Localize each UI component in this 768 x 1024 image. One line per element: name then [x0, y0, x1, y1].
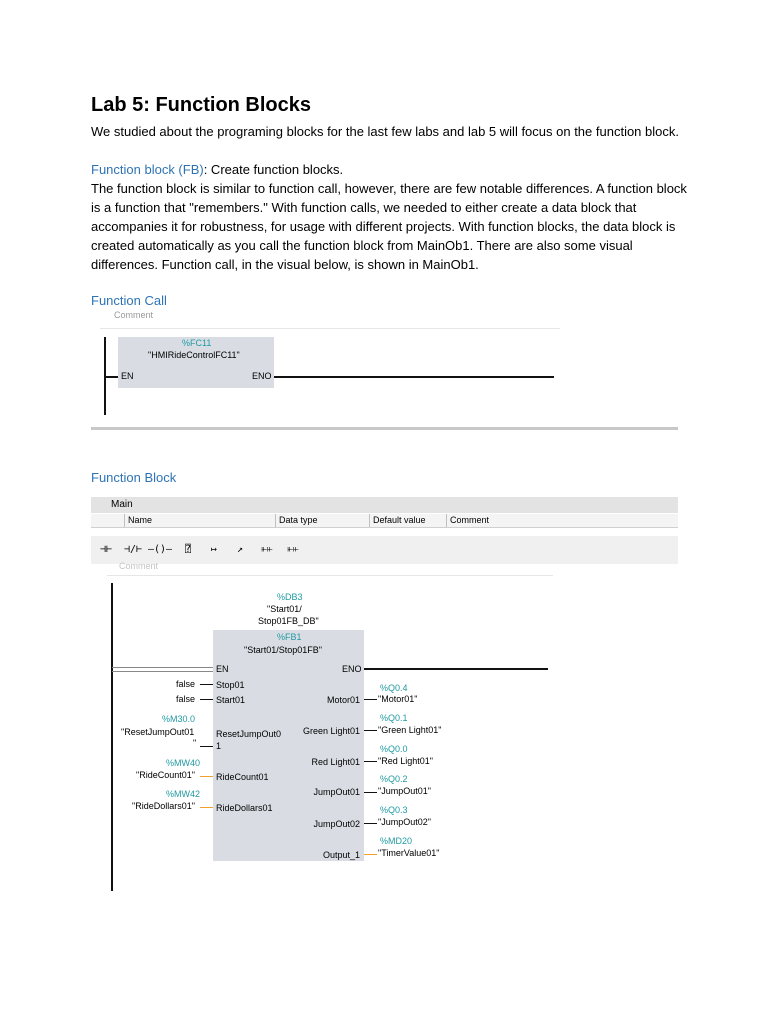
function-block-link[interactable]: Function block (FB) [91, 162, 204, 177]
col-data-type[interactable]: Data type [275, 514, 369, 527]
fc-eno-pin: ENO [252, 371, 272, 381]
col-default-value[interactable]: Default value [369, 514, 446, 527]
db-address: %DB3 [277, 592, 303, 602]
output-jumpout01-tag: "JumpOut01" [378, 786, 431, 796]
compare-contact-2-icon[interactable]: ⫦⫦ [287, 544, 299, 555]
en-wire-lower [112, 671, 213, 672]
input-start01-wire [200, 699, 213, 700]
empty-box-icon[interactable]: ⍰ [184, 544, 192, 555]
input-ridecount-pin: RideCount01 [216, 772, 269, 782]
separator [91, 427, 678, 430]
fc-comment-line [100, 328, 560, 329]
input-stop01-pin: Stop01 [216, 680, 245, 690]
output-green-tag: "Green Light01" [378, 725, 442, 735]
db-name-line1: "Start01/ [267, 604, 302, 614]
body-paragraph: The function block is similar to function call, however, there are few notable differences. A function block is a function that "remembers." With function calls, we needed to either create a data block that accompanies it for robustness, for usage with different projects. With function blocks, the data block is created automatically as you call the function block from MainOb1. There are also some visual differences. Function call, in the visual below, is shown in MainOb1. [91, 181, 687, 272]
no-contact-icon[interactable]: ⊣⊢ [99, 544, 113, 555]
fb-eno-wire [364, 668, 548, 670]
output-timer-wire [364, 854, 377, 855]
fc-comment: Comment [114, 310, 154, 320]
input-reset-address: %M30.0 [162, 714, 196, 724]
col-name[interactable]: Name [124, 514, 275, 527]
interface-column-header [91, 514, 678, 528]
output-timer-tag: "TimerValue01" [378, 848, 440, 858]
input-ridedollars-wire [200, 807, 213, 808]
fc-name: "HMIRideControlFC11" [148, 350, 240, 360]
function-block-heading: Function Block [91, 470, 177, 485]
fb-comment-line [107, 575, 553, 576]
fb-line-rest: : Create function blocks. [203, 162, 344, 177]
fc-address: %FC11 [182, 338, 212, 348]
input-ridedollars-address: %MW42 [166, 789, 201, 799]
function-call-heading: Function Call [91, 293, 167, 308]
interface-main-bar[interactable] [91, 497, 678, 513]
output-jumpout01-wire [364, 792, 377, 793]
fc-en-wire [105, 376, 118, 378]
close-branch-icon[interactable]: ↗ [236, 544, 244, 555]
input-ridecount-address: %MW40 [166, 758, 201, 768]
output-jumpout01-pin: JumpOut01 [313, 787, 360, 797]
output-red-address: %Q0.0 [380, 744, 408, 754]
input-reset-tag-end: " [193, 738, 197, 748]
input-ridecount-wire [200, 776, 213, 777]
output-green-pin: Green Light01 [302, 726, 360, 736]
output-jumpout02-pin: JumpOut02 [313, 819, 360, 829]
fb-name: "Start01/Stop01FB" [244, 645, 322, 655]
output-timer-pin: Output_1 [322, 850, 360, 860]
page-title: Lab 5: Function Blocks [91, 94, 312, 116]
output-timer-address: %MD20 [380, 836, 413, 846]
input-reset-pin-end: 1 [216, 741, 222, 751]
output-motor-wire [364, 699, 377, 700]
output-jumpout01-address: %Q0.2 [380, 774, 408, 784]
input-reset-pin: ResetJumpOut0 [216, 729, 282, 739]
output-red-wire [364, 761, 377, 762]
input-ridecount-tag: "RideCount01" [136, 770, 195, 780]
intro-paragraph: We studied about the programing blocks for the last few labs and lab 5 will focus on the function block. [91, 124, 679, 139]
input-stop01-wire [200, 684, 213, 685]
input-start01-pin: Start01 [216, 695, 246, 705]
output-motor-pin: Motor01 [326, 695, 360, 705]
fb-line [91, 160, 691, 179]
output-motor-tag: "Motor01" [378, 694, 418, 704]
fb-en-pin: EN [216, 664, 229, 674]
coil-icon[interactable]: –()– [147, 544, 173, 555]
output-green-wire [364, 730, 377, 731]
nc-contact-icon[interactable]: ⊣/⊢ [123, 544, 143, 555]
output-red-pin: Red Light01 [311, 757, 360, 767]
input-start01-value: false [176, 694, 196, 704]
output-jumpout02-tag: "JumpOut02" [378, 817, 431, 827]
en-wire-upper [112, 667, 213, 668]
db-name-line2: Stop01FB_DB" [258, 616, 319, 626]
fb-comment: Comment [119, 561, 159, 571]
compare-contact-icon[interactable]: ⫦⫦ [261, 544, 273, 555]
interface-main-label: Main [111, 499, 133, 510]
output-motor-address: %Q0.4 [380, 683, 408, 693]
output-jumpout02-address: %Q0.3 [380, 805, 408, 815]
fb-address: %FB1 [277, 632, 302, 642]
open-branch-icon[interactable]: ↦ [210, 544, 218, 555]
output-jumpout02-wire [364, 823, 377, 824]
fb-power-rail [111, 583, 113, 891]
output-green-address: %Q0.1 [380, 713, 408, 723]
fc-eno-wire [274, 376, 554, 378]
input-stop01-value: false [176, 679, 196, 689]
fb-eno-pin: ENO [342, 664, 362, 674]
output-red-tag: "Red Light01" [378, 756, 433, 766]
ladder-toolbar [91, 536, 678, 564]
input-ridedollars-tag: "RideDollars01" [132, 801, 195, 811]
col-comment[interactable]: Comment [446, 514, 678, 527]
fc-en-pin: EN [121, 371, 134, 381]
input-ridedollars-pin: RideDollars01 [216, 803, 273, 813]
input-reset-tag: "ResetJumpOut01 [121, 727, 195, 737]
input-reset-wire [200, 746, 213, 747]
